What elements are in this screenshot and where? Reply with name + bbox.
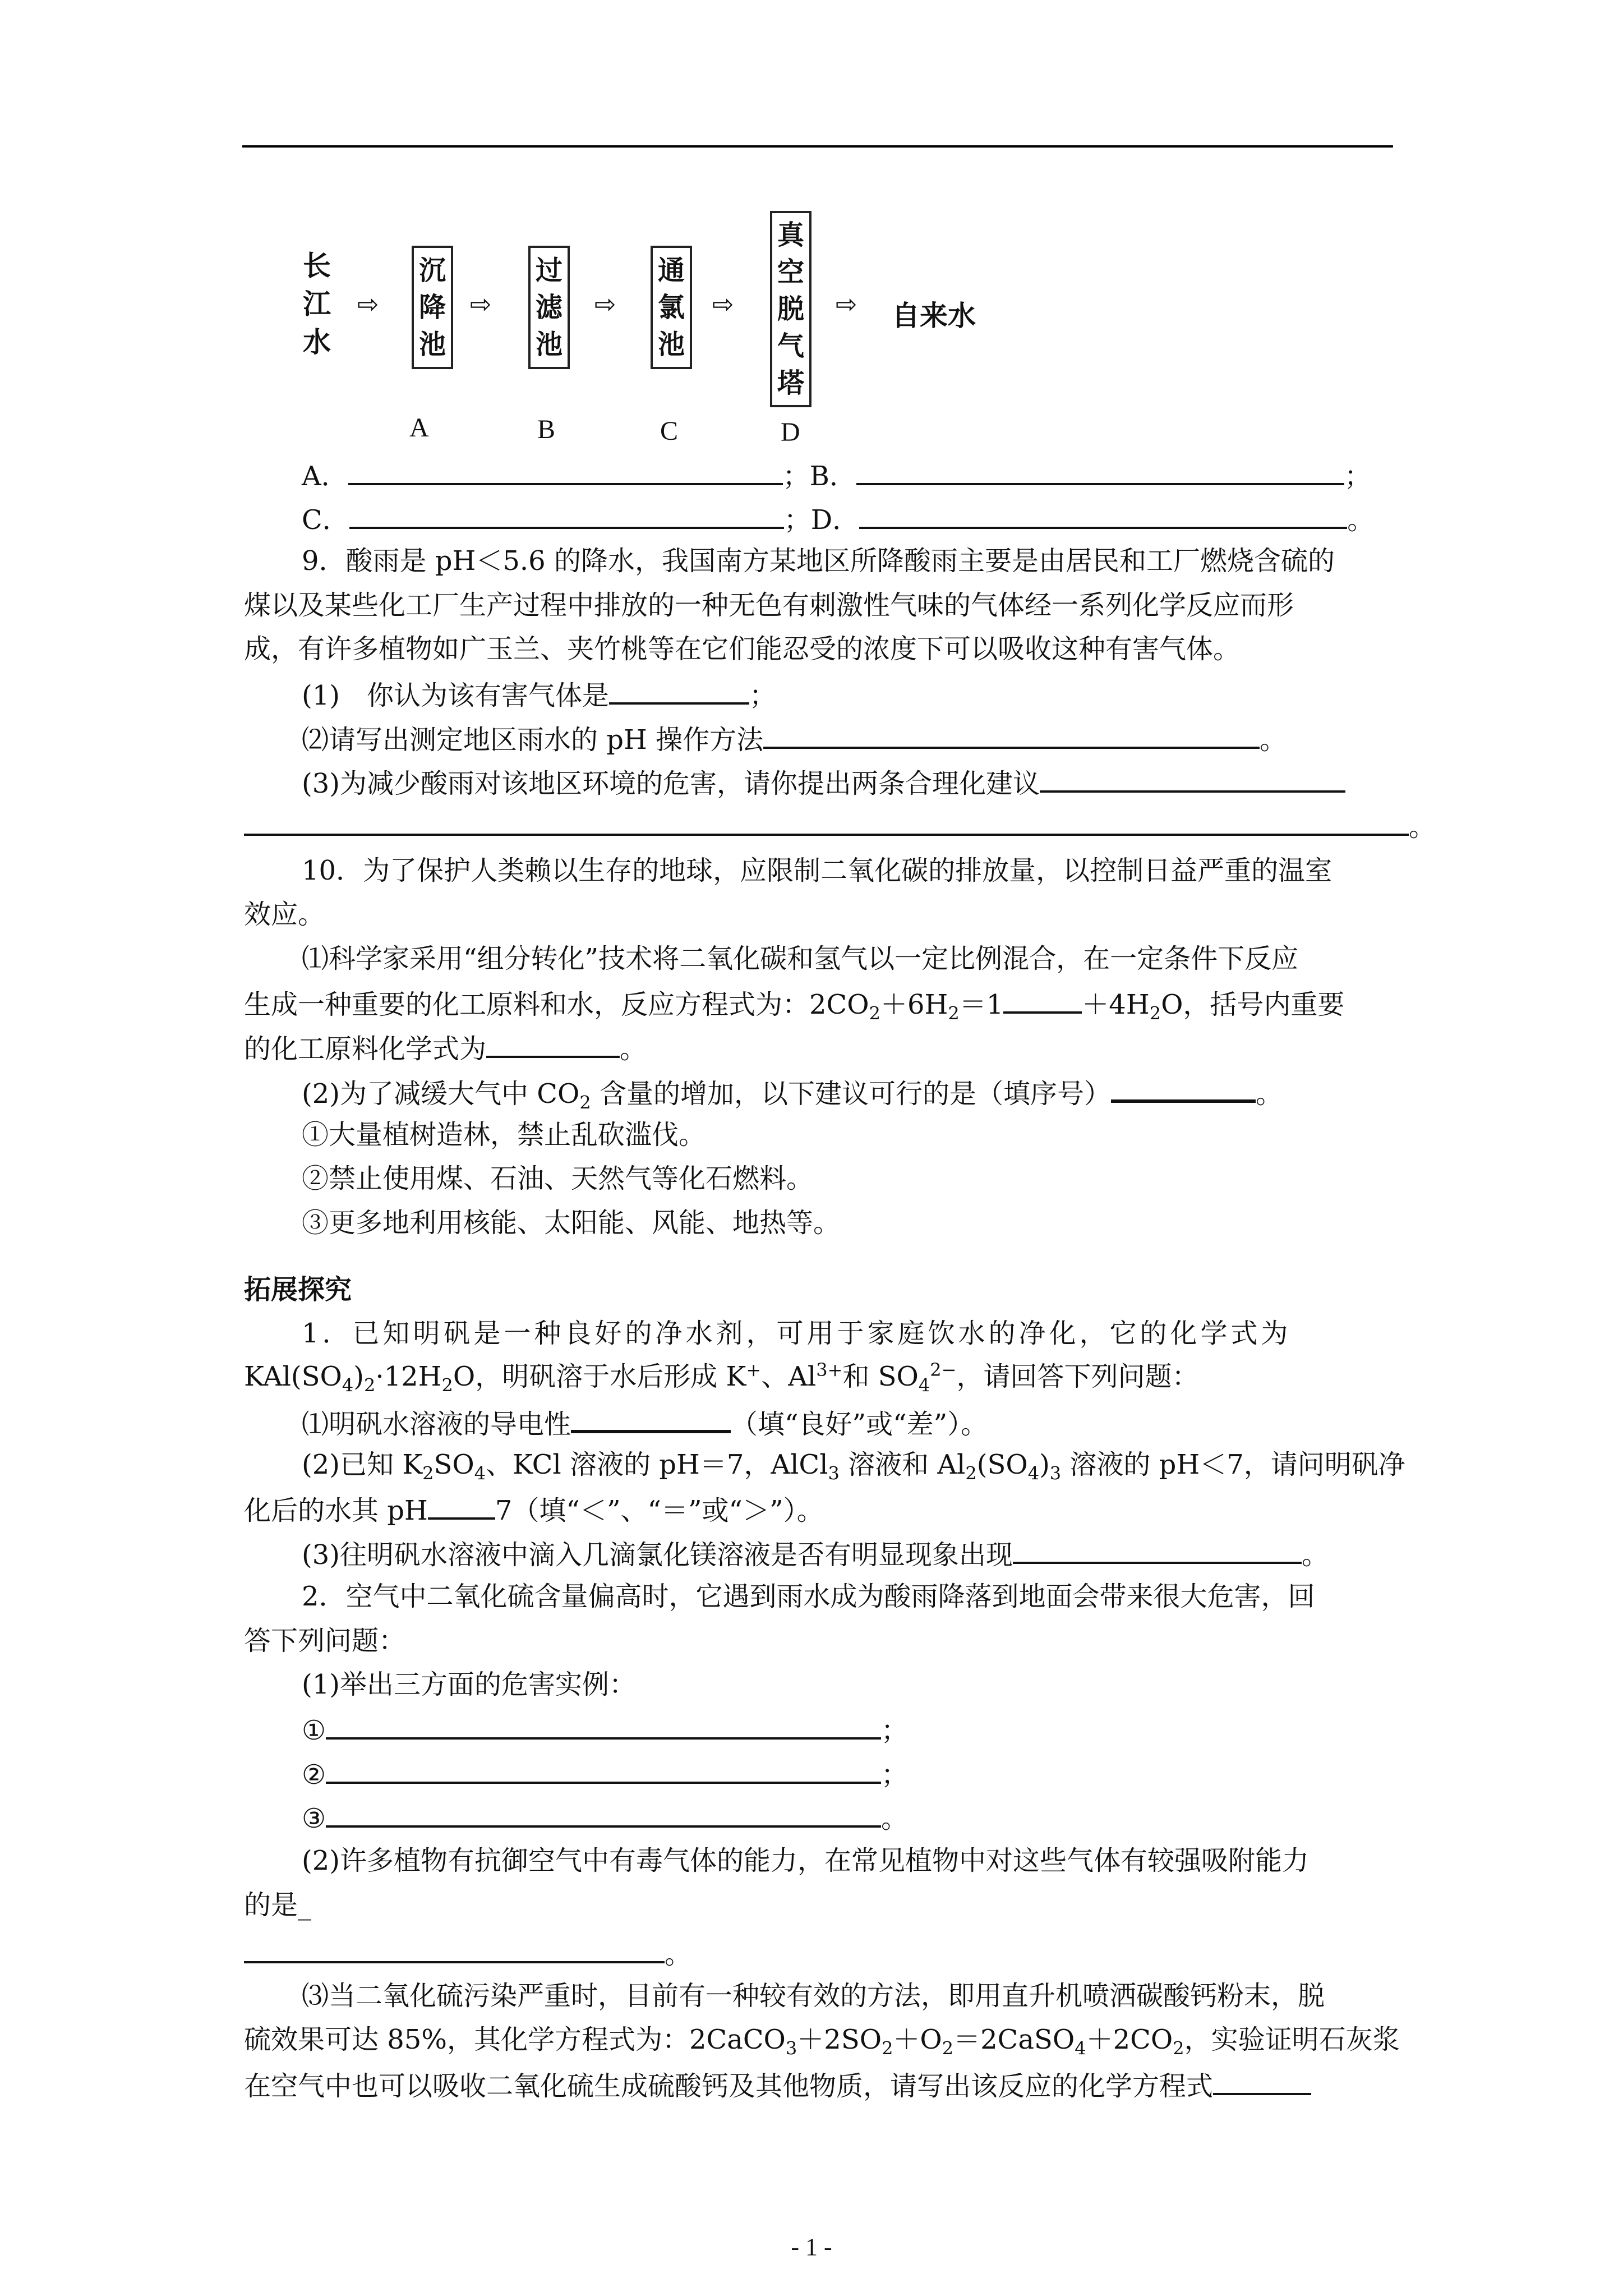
subscript: 4	[918, 1374, 930, 1396]
answer-blank[interactable]	[428, 1492, 495, 1520]
ext-q1-part3	[302, 1536, 1329, 1572]
ext-q2-part2: (2)许多植物有抗御空气中有毒气体的能力，在常见植物中对这些气体有较强吸附能力	[302, 1845, 1309, 1876]
prompt: (3)往明矾水溶液中滴入几滴氯化镁溶液是否有明显现象出现	[302, 1539, 1013, 1571]
subscript: 2	[363, 1374, 376, 1396]
ext-q2-part2-answer	[244, 1935, 691, 1971]
q10-part1-end	[244, 1030, 647, 1066]
step-char: 真	[777, 219, 804, 251]
text: )	[353, 1361, 364, 1392]
q8-row-cd	[302, 501, 1374, 537]
answer-blank[interactable]	[244, 1935, 665, 1963]
circled-number: ③	[302, 1803, 326, 1834]
subscript: 2	[942, 2037, 954, 2059]
q10-option: ②禁止使用煤、石油、天然气等化石燃料。	[302, 1163, 814, 1194]
text: ＋O	[893, 2024, 942, 2055]
q9-part3	[302, 765, 1345, 800]
subscript: 2	[579, 1092, 591, 1114]
subscript: 2	[441, 1374, 453, 1396]
text: ，请回答下列问题：	[956, 1361, 1199, 1392]
subscript: 4	[1075, 2037, 1086, 2059]
answer-blank-d[interactable]	[859, 501, 1347, 529]
text: ＝1	[959, 989, 1004, 1020]
q9-part2	[302, 721, 1287, 757]
source-char: 江	[303, 288, 331, 320]
ext-q2-part3-end	[244, 2067, 1311, 2103]
text: ＋2CO	[1086, 2024, 1173, 2055]
answer-blank[interactable]	[244, 808, 1409, 836]
q10-part2	[302, 1074, 1283, 1114]
subscript: 2	[1173, 2037, 1184, 2059]
q10-line: 效应。	[244, 899, 325, 930]
punct: 。	[1255, 1078, 1283, 1110]
answer-blank[interactable]	[326, 1756, 881, 1784]
arrow-icon: ⇨	[357, 289, 379, 319]
q10-line: 10．为了保护人类赖以生存的地球，应限制二氧化碳的排放量，以控制日益严重的温室	[302, 855, 1332, 886]
text: ＋6H	[880, 989, 948, 1020]
ext-q2-part1: (1)举出三方面的危害实例：	[302, 1669, 636, 1700]
text: ＋2SO	[797, 2024, 882, 2055]
text: 溶液的 pH＜7，请问明矾净	[1061, 1449, 1405, 1480]
subscript: 2	[965, 1462, 977, 1484]
ext-q1-part2	[302, 1448, 1405, 1484]
answer-blank[interactable]	[1013, 1536, 1302, 1564]
q9-line: 煤以及某些化工厂生产过程中排放的一种无色有刺激性气味的气体经一系列化学反应而形	[244, 590, 1294, 621]
step-letter: A	[409, 413, 429, 443]
answer-blank[interactable]	[609, 677, 749, 705]
q9-part1	[302, 677, 776, 712]
ext-q2-line: 2．空气中二氧化硫含量偏高时，它遇到雨水成为酸雨降落到地面会带来很大危害，回	[302, 1581, 1315, 1612]
text: 生成一种重要的化工原料和水，反应方程式为：2CO	[244, 989, 869, 1020]
subscript: 3	[1049, 1462, 1062, 1484]
superscript: 2−	[930, 1359, 957, 1381]
q9-line: 9．酸雨是 pH＜5.6 的降水，我国南方某地区所降酸雨主要是由居民和工厂燃烧含硫的	[302, 545, 1335, 577]
punct: ；	[1344, 461, 1371, 492]
prompt: 在空气中也可以吸收二氧化硫生成硫酸钙及其他物质，请写出该反应的化学方程式	[244, 2070, 1214, 2102]
answer-blank[interactable]	[326, 1711, 881, 1740]
text: （填“良好”或“差”）。	[731, 1409, 988, 1440]
ext-q2-example	[302, 1711, 908, 1747]
source-label	[303, 247, 331, 361]
step-char: 池	[657, 329, 685, 360]
circled-number: ②	[302, 1759, 326, 1791]
label-d: ；D．	[783, 504, 860, 536]
text: O，明矾溶于水后形成 K	[453, 1361, 746, 1392]
step-a-box	[412, 246, 453, 369]
page-number: - 1 -	[791, 2233, 832, 2261]
step-letter: B	[537, 415, 556, 444]
ext-q2-example	[302, 1756, 908, 1792]
ext-q2-part2-cont: 的是_	[244, 1889, 312, 1921]
q9-line: 成，有许多植物如广玉兰、夹竹桃等在它们能忍受的浓度下可以吸收这种有害气体。	[244, 633, 1241, 665]
step-char: 滤	[535, 292, 562, 323]
text: KAl(SO	[244, 1361, 342, 1392]
step-char: 池	[535, 329, 562, 360]
source-char: 长	[303, 250, 331, 282]
step-char: 脱	[777, 293, 804, 325]
ext-q1-part1	[302, 1404, 988, 1441]
text: ＋4H	[1082, 989, 1150, 1020]
punct: ；	[749, 680, 777, 711]
label-b: ；B．	[782, 461, 856, 492]
text: 硫效果可达 85%，其化学方程式为：2CaCO	[244, 2024, 786, 2055]
subscript: 4	[474, 1462, 486, 1484]
answer-blank-b[interactable]	[856, 457, 1344, 485]
step-char: 降	[418, 292, 446, 323]
punct: 。	[1409, 811, 1436, 843]
text: 溶液和 Al	[839, 1449, 966, 1480]
punct: 。	[1260, 724, 1287, 756]
subscript: 4	[1027, 1462, 1040, 1484]
arrow-icon: ⇨	[836, 289, 857, 319]
q10-part1: ⑴科学家采用“组分转化”技术将二氧化碳和氢气以一定比例混合，在一定条件下反应	[302, 943, 1299, 974]
answer-blank[interactable]	[1111, 1074, 1256, 1103]
answer-blank[interactable]	[1213, 2067, 1311, 2095]
punct: 。	[1347, 504, 1375, 536]
subscript: 3	[828, 1462, 840, 1484]
step-d-box	[770, 211, 811, 407]
subscript: 2	[882, 2037, 893, 2059]
q9-part3-cont	[244, 808, 1436, 844]
answer-blank-a[interactable]	[348, 457, 783, 485]
step-letter: D	[781, 417, 800, 447]
step-letter: C	[660, 416, 679, 446]
text: 、Al	[761, 1361, 817, 1392]
text: 化后的水其 pH	[244, 1495, 428, 1526]
text: (2)已知 K	[302, 1449, 423, 1480]
ext-q1-formula-line	[244, 1359, 1199, 1396]
superscript: +	[746, 1359, 762, 1381]
arrow-icon: ⇨	[470, 289, 492, 319]
punct: 。	[1302, 1539, 1329, 1571]
subscript: 2	[948, 1002, 960, 1024]
punct: ；	[881, 1759, 909, 1791]
text: ，实验证明石灰浆	[1184, 2024, 1400, 2055]
punct: 。	[881, 1803, 909, 1834]
subscript: 4	[342, 1374, 354, 1396]
ext-q2-example	[302, 1800, 908, 1835]
step-b-box	[528, 246, 570, 369]
label-a: A．	[302, 461, 348, 492]
label-c: C．	[302, 504, 349, 536]
text: (SO	[976, 1449, 1028, 1480]
text: 和 SO	[842, 1361, 919, 1392]
q10-option: ①大量植树造林，禁止乱砍滥伐。	[302, 1119, 706, 1151]
ext-q2-part3: ⑶当二氧化硫污染严重时，目前有一种较有效的方法，即用直升机喷洒碳酸钙粉末，脱	[302, 1980, 1325, 2012]
answer-blank[interactable]	[571, 1404, 731, 1433]
text: 、KCl 溶液的 pH＝7，AlCl	[486, 1449, 828, 1480]
q8-row-ab	[302, 457, 1371, 493]
prompt: (1) 你认为该有害气体是	[302, 680, 609, 711]
arrow-icon: ⇨	[594, 289, 616, 319]
header-rule	[242, 145, 1393, 148]
answer-blank[interactable]	[1040, 765, 1345, 793]
step-char: 空	[777, 256, 804, 288]
target-label: 自来水	[892, 300, 976, 332]
q10-equation-line	[244, 986, 1344, 1022]
subscript: 3	[785, 2037, 797, 2059]
superscript: 3+	[816, 1359, 843, 1381]
step-char: 塔	[777, 367, 804, 399]
text: O，括号内重要	[1161, 989, 1345, 1020]
step-char: 过	[535, 255, 562, 286]
answer-blank[interactable]	[1003, 986, 1082, 1014]
prompt: (3)为减少酸雨对该地区环境的危害，请你提出两条合理化建议	[302, 768, 1040, 799]
punct: 。	[665, 1939, 692, 1970]
text: 含量的增加，以下建议可行的是（填序号）	[591, 1078, 1111, 1110]
ext-q2-line: 答下列问题：	[244, 1625, 406, 1657]
ext-q1-part2-cont	[244, 1492, 824, 1527]
answer-blank-c[interactable]	[349, 501, 784, 529]
text: )	[1039, 1449, 1050, 1480]
circled-number: ①	[302, 1715, 326, 1746]
subscript: 2	[1149, 1002, 1161, 1024]
arrow-icon: ⇨	[712, 289, 734, 319]
prompt: ⑴明矾水溶液的导电性	[302, 1409, 571, 1440]
step-char: 沉	[418, 255, 446, 286]
text: ＝2CaSO	[953, 2024, 1075, 2055]
answer-blank[interactable]	[326, 1800, 881, 1828]
ext-q2-equation-line	[244, 2023, 1400, 2059]
source-char: 水	[303, 326, 331, 358]
text: 7（填“＜”、“＝”或“＞”）。	[495, 1495, 824, 1526]
prompt: ⑵请写出测定地区雨水的 pH 操作方法	[302, 724, 764, 756]
text: ·12H	[375, 1361, 442, 1392]
ext-q1-line: 1．已知明矾是一种良好的净水剂，可用于家庭饮水的净化，它的化学式为	[302, 1318, 1292, 1349]
answer-blank[interactable]	[763, 721, 1260, 749]
step-char: 氯	[657, 292, 685, 323]
step-char: 池	[418, 329, 446, 360]
subscript: 2	[869, 1002, 880, 1024]
section-title: 拓展探究	[244, 1274, 352, 1305]
text: SO	[434, 1449, 474, 1480]
punct: ；	[881, 1715, 909, 1746]
step-char: 通	[657, 255, 685, 286]
punct: 。	[620, 1033, 647, 1065]
step-c-box	[651, 246, 692, 369]
answer-blank[interactable]	[486, 1030, 620, 1058]
subscript: 2	[422, 1462, 434, 1484]
q10-option: ③更多地利用核能、太阳能、风能、地热等。	[302, 1207, 841, 1239]
prompt: 的化工原料化学式为	[244, 1033, 487, 1065]
step-char: 气	[777, 330, 804, 362]
text: (2)为了减缓大气中 CO	[302, 1078, 580, 1110]
